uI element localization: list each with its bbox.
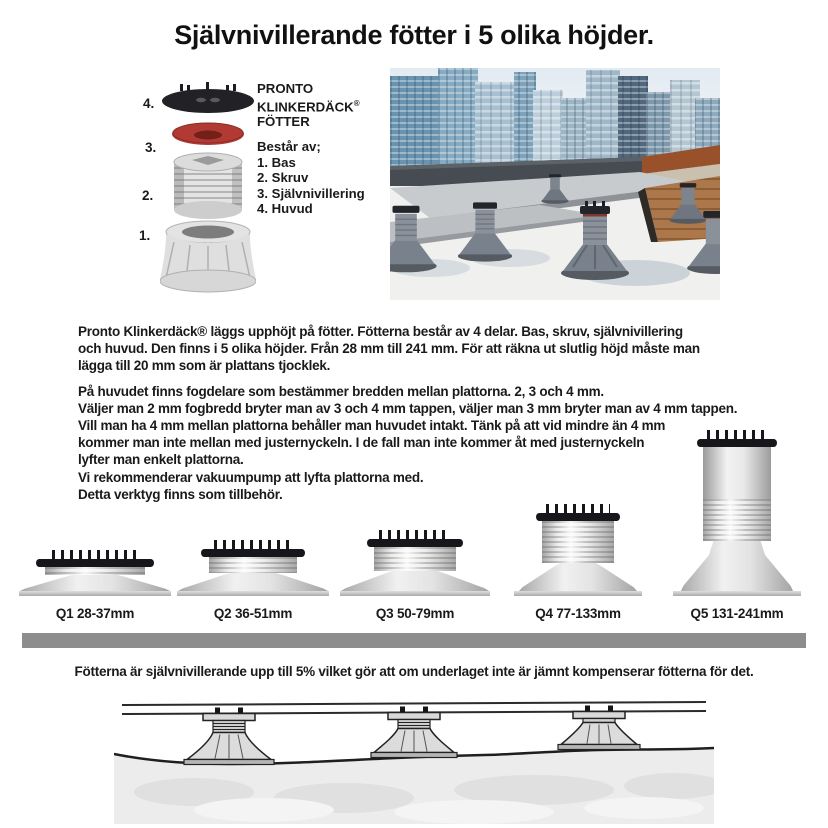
- text-line: På huvudet finns fogdelare som bestämmer bredden mellan plattorna. 2, 3 och 4 mm.: [78, 384, 604, 399]
- text-line: Detta verktyg finns som tillbehör.: [78, 487, 283, 502]
- pedestal-q2-image: [177, 540, 329, 596]
- intro-paragraph: [78, 323, 700, 374]
- part-number-3: 3.: [145, 140, 157, 155]
- text-line: Vill man ha 4 mm mellan plattorna behåller man huvudet intakt. Tänk på att vid mindre än 4 mm: [78, 418, 666, 433]
- head-pins: [52, 550, 138, 559]
- brand-line-1: PRONTO: [257, 81, 314, 96]
- product-q5: [652, 430, 822, 621]
- head-pins: [546, 504, 610, 513]
- pedestal-baseplate: [19, 591, 171, 596]
- parts-list-item: 1. Bas: [257, 154, 296, 170]
- registered-mark: ®: [353, 99, 360, 108]
- pedestal-baseplate: [514, 591, 642, 596]
- pedestal-head: [201, 549, 305, 557]
- part-number-2: 2.: [142, 188, 154, 203]
- product-label: Q3 50-79mm: [375, 606, 455, 621]
- brand-line-2: KLINKERDÄCK®: [257, 99, 360, 115]
- text-line: lyfter man enkelt plattorna.: [78, 452, 244, 467]
- parts-list-item: 2. Skruv: [257, 170, 309, 185]
- exploded-pedestal-diagram: [160, 82, 256, 294]
- vacuum-paragraph: [78, 469, 423, 503]
- text-line: Väljer man 2 mm fogbredd bryter man av 3 och 4 mm tappen, väljer man 3 mm bryter man av 4 mm tappen.: [78, 401, 738, 416]
- pedestal-base: [681, 541, 793, 591]
- part-number-1: 1.: [139, 228, 151, 243]
- pedestal-head: [36, 559, 154, 567]
- product-label: Q4 77-133mm: [535, 606, 621, 621]
- pedestal-q3-image: [340, 530, 490, 596]
- parts-list: [257, 139, 365, 217]
- page-title: Självnivillerande fötter i 5 olika höjder.: [174, 20, 654, 50]
- product-q3: [330, 530, 500, 621]
- pedestal-screw: [542, 521, 614, 563]
- divider-bar: [22, 633, 806, 648]
- pedestal-baseplate: [673, 591, 801, 596]
- self-leveling-illustration: [114, 692, 714, 824]
- pedestal-screw: [703, 499, 771, 541]
- pedestal-column: [703, 447, 771, 499]
- pedestal-base: [341, 571, 489, 591]
- text-line: Vi rekommenderar vakuumpump att lyfta plattorna med.: [78, 470, 424, 485]
- parts-list-heading: Består av;: [257, 139, 321, 154]
- pedestal-q5-image: [673, 430, 801, 596]
- pedestal-q1-image: [19, 550, 171, 596]
- pedestal-baseplate: [177, 591, 329, 596]
- product-q4: [493, 504, 663, 621]
- pedestal-base: [178, 573, 328, 591]
- joint-paragraph: [78, 383, 737, 468]
- parts-list-item: 4. Huvud: [257, 201, 313, 216]
- pedestal-head: [536, 513, 620, 521]
- brand-label: [257, 81, 360, 129]
- pedestal-head: [367, 539, 463, 547]
- pedestal-screw: [374, 547, 456, 571]
- leveling-note: Fötterna är självnivillerande upp till 5% vilket gör att om underlaget inte är jämnt kompenserar fötterna för det.: [74, 664, 754, 679]
- head-pins: [707, 430, 767, 439]
- pedestal-baseplate: [340, 591, 490, 596]
- pedestal-screw: [45, 567, 145, 575]
- pedestal-base: [519, 563, 637, 591]
- product-q2: [168, 540, 338, 621]
- parts-list-item: 3. Självnivillering: [257, 185, 365, 201]
- text-line: kommer man inte mellan med justernyckeln. I de fall man inte kommer åt med justernyckeln: [78, 435, 645, 450]
- brand-line-3: FÖTTER: [257, 114, 310, 130]
- rooftop-terrace-photo: [390, 68, 720, 300]
- pedestal-screw: [209, 557, 297, 573]
- head-pins: [214, 540, 292, 549]
- pedestal-q4-image: [514, 504, 642, 596]
- part-number-4: 4.: [143, 96, 155, 111]
- product-label: Q1 28-37mm: [55, 606, 135, 621]
- head-pins: [379, 530, 451, 539]
- pedestal-base: [20, 575, 170, 591]
- text-line: och huvud. Den finns i 5 olika höjder. Från 28 mm till 241 mm. För att räkna ut slutlig höjd måste man: [78, 341, 700, 356]
- product-label: Q5 131-241mm: [690, 606, 784, 621]
- text-line: Pronto Klinkerdäck® läggs upphöjt på fötter. Fötterna består av 4 delar. Bas, skruv, självnivillering: [78, 324, 683, 339]
- product-q1: [10, 550, 180, 621]
- text-line: lägga till 20 mm som är plattans tjocklek.: [78, 358, 331, 373]
- pedestal-head: [697, 439, 777, 447]
- product-label: Q2 36-51mm: [213, 606, 293, 621]
